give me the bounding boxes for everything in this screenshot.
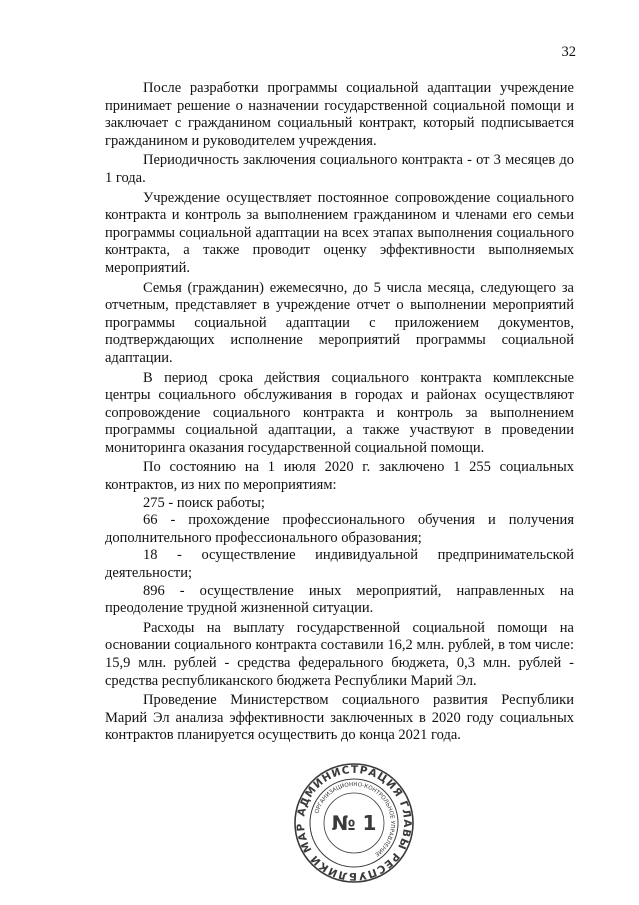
- seal-center-text: № 1: [331, 811, 377, 835]
- document-body: [105, 80, 574, 745]
- page-number: 32: [561, 44, 576, 60]
- paragraph-decision: После разработки программы социальной адаптации учреждение принимает решение о назначении государственной социальной помощи и заключает с гражданином социальный контракт, который подписывается гражданином и руководителем учреждения.: [105, 80, 574, 149]
- official-seal: [293, 762, 415, 884]
- paragraph-analysis: Проведение Министерством социального развития Республики Марий Эл анализа эффективности заключенных в 2020 году социальных контрактов планируется осуществить до конца 2021 года.: [105, 692, 574, 744]
- seal-graphic: [293, 762, 415, 884]
- paragraph-expenses: Расходы на выплату государственной социальной помощи на основании социального контракта составили 16,2 млн. рублей, в том числе: 15,9 млн. рублей - средства федерального бюджета, 0,3 млн. рублей - средства республиканского бюджета Республики Марий Эл.: [105, 619, 574, 689]
- paragraph-contracts-count: По состоянию на 1 июля 2020 г. заключено 1 255 социальных контрактов, из них по мероприятиям:: [105, 459, 574, 494]
- seal-inner-text: ОРГАНИЗАЦИОННО-КОНТРОЛЬНОЕ УПРАВЛЕНИЕ: [314, 781, 396, 857]
- paragraph-support: Учреждение осуществляет постоянное сопровождение социального контракта и контроль за выполнением гражданином и членами его семьи программы социальной адаптации на всех этапах выполнения социального контракта, а также проводит оценку эффективности выполняемых мероприятий.: [105, 189, 574, 276]
- list-item-other-measures: 896 - осуществление иных мероприятий, направленных на преодоление трудной жизненной ситуации.: [105, 582, 574, 617]
- seal-outer-text: АДМИНИСТРАЦИЯ ГЛАВЫ РЕСПУБЛИКИ МАР: [294, 763, 414, 883]
- list-item-training: 66 - прохождение профессионального обучения и получения дополнительного профессионального образования;: [105, 512, 574, 546]
- paragraph-service-centers: В период срока действия социального контракта комплексные центры социального обслуживания в городах и районах осуществляют сопровождение социального контракта и контроль за выполнением программы социальной адаптации, а также участвуют в проведении мониторинга оказания государственной социальной помощи.: [105, 369, 574, 456]
- list-item-entrepreneurship: 18 - осуществление индивидуальной предпринимательской деятельности;: [105, 547, 574, 582]
- list-item-job-search: 275 - поиск работы;: [143, 494, 265, 511]
- paragraph-monthly-report: Семья (гражданин) ежемесячно, до 5 числа месяца, следующего за отчетным, представляет в учреждение отчет о выполнении мероприятий программы социальной адаптации с приложением документов, подтверждающих исполнение мероприятий программы социальной адаптации.: [105, 279, 574, 366]
- paragraph-periodicity: Периодичность заключения социального контракта - от 3 месяцев до 1 года.: [105, 152, 574, 186]
